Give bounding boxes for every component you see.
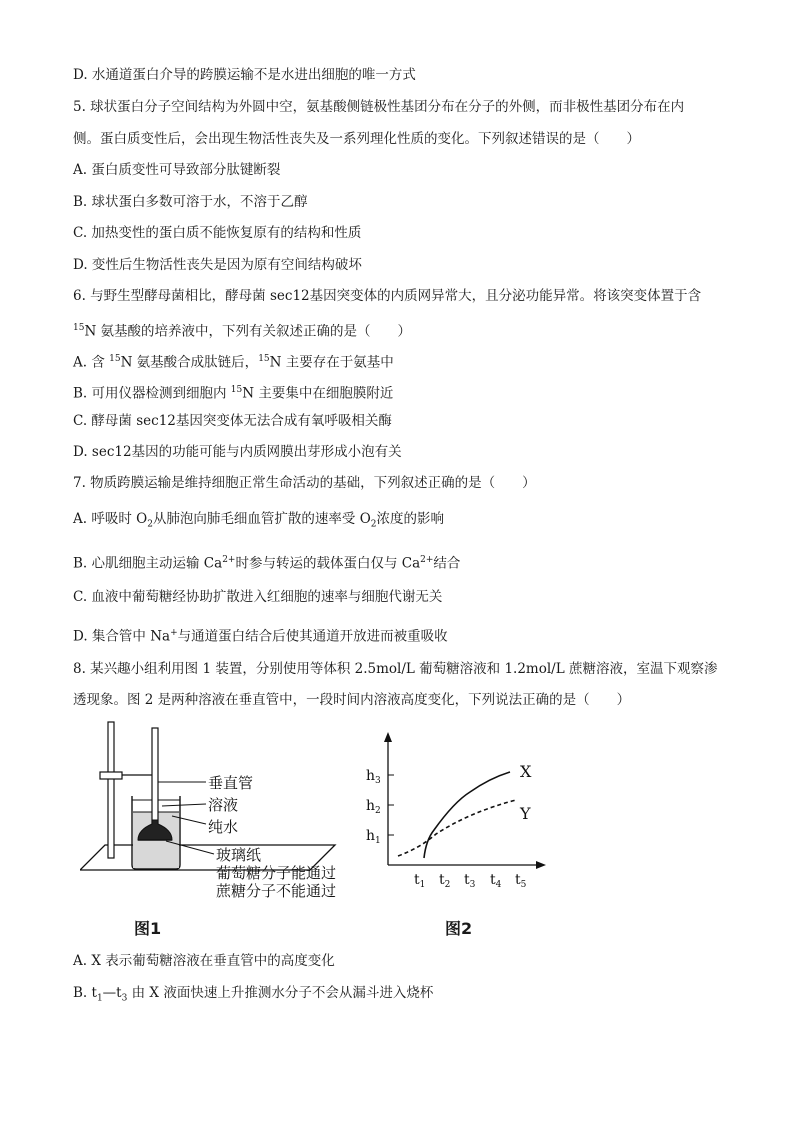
q7-stem: 7. 物质跨膜运输是维持细胞正常生命活动的基础，下列叙述正确的是（ ） <box>73 475 536 491</box>
q7-option-a: A. 呼吸时 $O_2$从肺泡向肺毛细血管扩散的速率受 $O_2$浓度的影响 <box>73 511 445 530</box>
q7-option-d: D. 集合管中 Na+与通道蛋白结合后使其通道开放进而被重吸收 <box>73 628 448 645</box>
q8-stem-line2: 透现象。图 2 是两种溶液在垂直管中，一段时间内溶液高度变化，下列说法正确的是（ ） <box>73 692 631 708</box>
figure2-chart <box>360 730 570 895</box>
q6-option-d: D. sec12基因的功能可能与内质网膜出芽形成小泡有关 <box>73 444 402 460</box>
clamp-icon <box>100 772 122 779</box>
t5-label: $t_5$ <box>515 872 527 890</box>
stand-rod-icon <box>108 722 114 858</box>
label-water: 纯水 <box>208 818 239 836</box>
h3-label: $h_3$ <box>366 768 381 786</box>
q5-option-d: D. 变性后生物活性丧失是因为原有空间结构破坏 <box>73 257 362 273</box>
t2-label: $t_2$ <box>439 872 451 890</box>
curve-x <box>424 772 510 858</box>
q5-option-b: B. 球状蛋白多数可溶于水，不溶于乙醇 <box>73 194 308 210</box>
series-y-label: Y <box>520 804 531 823</box>
label-sucrose: 蔗糖分子不能通过 <box>216 882 337 900</box>
q6-option-c: C. 酵母菌 sec12基因突变体无法合成有氧呼吸相关酶 <box>73 413 392 429</box>
q6-option-a: A. 含 $^{15}$N 氨基酸合成肽链后，$^{15}$N 主要存在于氨基中 <box>73 354 394 371</box>
label-paper: 玻璃纸 <box>216 846 262 864</box>
figure1-caption: 图1 <box>134 919 162 938</box>
q7-option-c: C. 血液中葡萄糖经协助扩散进入红细胞的速率与细胞代谢无关 <box>73 589 443 605</box>
label-glucose: 葡萄糖分子能通过 <box>216 864 337 882</box>
h2-label: $h_2$ <box>366 798 381 816</box>
t3-label: $t_3$ <box>464 872 476 890</box>
q8-option-a: A. X 表示葡萄糖溶液在垂直管中的高度变化 <box>73 953 335 969</box>
q5-stem-line1: 5. 球状蛋白分子空间结构为外圆中空，氨基酸侧链极性基团分布在分子的外侧，而非极性基团分布在内 <box>73 99 685 115</box>
q8-option-b: B. $t_1—t_3$ 由 X 液面快速上升推测水分子不会从漏斗进入烧杯 <box>73 985 434 1004</box>
q6-option-b: B. 可用仪器检测到细胞内 $^{15}$N 主要集中在细胞膜附近 <box>73 385 394 402</box>
h1-label: $h_1$ <box>366 828 381 846</box>
t1-label: $t_1$ <box>414 872 426 890</box>
q8-stem-line1: 8. 某兴趣小组利用图 1 装置，分别使用等体积 2.5mol/L 葡萄糖溶液和 1.2mol/L 蔗糖溶液，室温下观察渗 <box>73 661 718 677</box>
figure1-apparatus <box>80 720 370 910</box>
q5-stem-line2: 侧。蛋白质变性后，会出现生物活性丧失及一系列理化性质的变化。下列叙述错误的是（ ） <box>73 131 640 147</box>
curve-y <box>398 800 516 856</box>
label-tube: 垂直管 <box>208 774 254 792</box>
q4-option-d: D. 水通道蛋白介导的跨膜运输不是水进出细胞的唯一方式 <box>73 67 416 83</box>
q6-stem-line1: 6. 与野生型酵母菌相比，酵母菌 sec12基因突变体的内质网异常大，且分泌功能异常。将该突变体置于含 <box>73 288 702 304</box>
label-solution: 溶液 <box>208 796 239 814</box>
t4-label: $t_4$ <box>490 872 502 890</box>
q6-stem-line2: $^{15}$N 氨基酸的培养液中，下列有关叙述正确的是（ ） <box>73 323 412 340</box>
q5-option-c: C. 加热变性的蛋白质不能恢复原有的结构和性质 <box>73 225 362 241</box>
q5-option-a: A. 蛋白质变性可导致部分肽键断裂 <box>73 162 281 178</box>
q7-option-b: B. 心肌细胞主动运输 $Ca^{2+}$时参与转运的载体蛋白仅与 $Ca^{2+}$结合 <box>73 555 461 572</box>
series-x-label: X <box>520 762 532 781</box>
figure2-caption: 图2 <box>445 919 473 938</box>
